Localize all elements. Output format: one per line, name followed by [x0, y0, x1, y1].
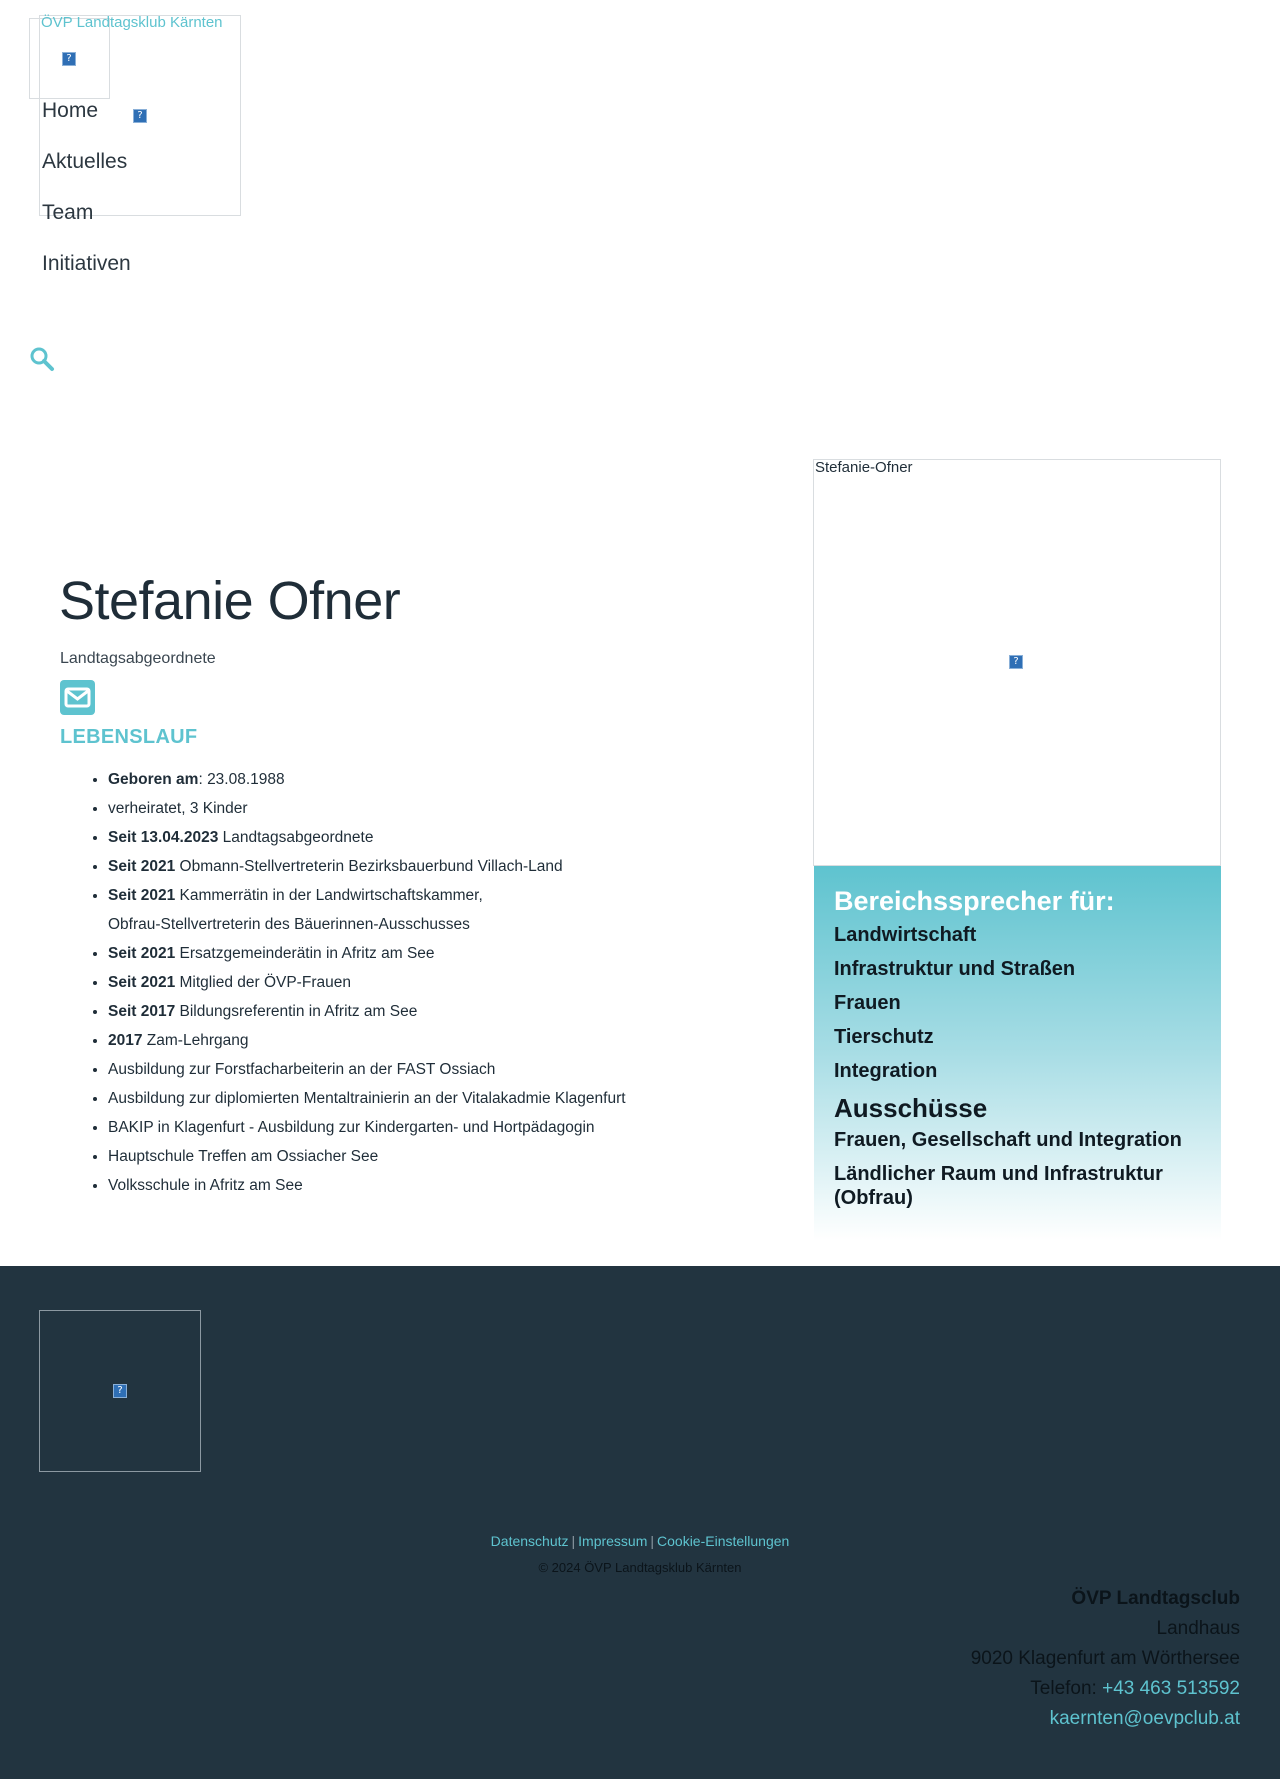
broken-image-icon: ?: [113, 1384, 127, 1398]
cv-item: [108, 823, 758, 852]
nav-item-aktuelles[interactable]: Aktuelles: [42, 150, 128, 173]
cv-item: [108, 1026, 758, 1055]
search-icon[interactable]: [29, 346, 55, 372]
cv-item-text: verheiratet, 3 Kinder: [108, 800, 248, 817]
cv-item-text: Ausbildung zur Forstfacharbeiterin an der FAST Ossiach: [108, 1061, 496, 1078]
email-link[interactable]: kaernten@oevpclub.at: [1049, 1708, 1240, 1729]
cv-item: [108, 997, 758, 1026]
list-item: Ländlicher Raum und Infrastruktur (Obfrau): [834, 1163, 1163, 1209]
cv-item-text: Hauptschule Treffen am Ossiacher See: [108, 1148, 379, 1165]
cv-item-text: Volksschule in Afritz am See: [108, 1177, 303, 1194]
list-item: Integration: [834, 1060, 938, 1082]
cv-item-label: Seit 13.04.2023: [108, 829, 219, 846]
nav-item-initiativen[interactable]: Initiativen: [42, 252, 131, 275]
cv-item: [108, 1142, 758, 1171]
cv-item: [108, 1084, 758, 1113]
list-item: Frauen: [834, 992, 901, 1014]
org-name: ÖVP Landtagsclub: [1071, 1588, 1240, 1609]
cv-item-text: Zam-Lehrgang: [142, 1032, 249, 1049]
copyright: © 2024 ÖVP Landtagsklub Kärnten: [538, 1560, 742, 1575]
main-nav: [42, 98, 131, 302]
cv-list: [88, 765, 758, 1200]
mail-icon[interactable]: [60, 680, 95, 715]
cv-item-text: Landtagsabgeordnete: [218, 829, 374, 846]
portrait-alt-text: Stefanie-Ofner: [815, 459, 913, 476]
cv-item-text: BAKIP in Klagenfurt - Ausbildung zur Kindergarten- und Hortpädagogin: [108, 1119, 595, 1136]
footer-logo-image: [39, 1310, 201, 1472]
cv-item-label: Geboren am: [108, 771, 199, 788]
cv-item-label: Seit 2017: [108, 1003, 176, 1020]
cv-item-text: Ersatzgemeinderätin in Afritz am See: [175, 945, 435, 962]
phone-row: [971, 1674, 1240, 1704]
cv-item: [108, 1113, 758, 1142]
footer-address: [971, 1584, 1240, 1734]
list-item: Tierschutz: [834, 1026, 934, 1048]
cv-item: [108, 968, 758, 997]
broken-image-icon: ?: [133, 109, 147, 123]
responsibilities-panel: [814, 866, 1221, 1241]
phone-label: Telefon:: [1030, 1678, 1103, 1699]
logo-alt-text[interactable]: ÖVP Landtagsklub Kärnten: [41, 14, 223, 31]
cv-item: [108, 765, 758, 794]
cv-item-label: Seit 2021: [108, 974, 176, 991]
role-subtitle: Landtagsabgeordnete: [60, 650, 216, 667]
link-separator: |: [571, 1533, 576, 1549]
cv-item: [108, 1171, 758, 1200]
datenschutz-link[interactable]: Datenschutz: [490, 1533, 569, 1549]
cookie-settings-link[interactable]: Cookie-Einstellungen: [657, 1533, 790, 1549]
spokesperson-list: [834, 923, 1201, 1083]
cv-item: [108, 881, 528, 939]
list-item: Frauen, Gesellschaft und Integration: [834, 1129, 1182, 1151]
cv-item: [108, 794, 758, 823]
cv-item: [108, 852, 758, 881]
cv-item-text: Bildungsreferentin in Afritz am See: [175, 1003, 418, 1020]
committees-heading: Ausschüsse: [834, 1093, 988, 1123]
cv-item: [108, 1055, 758, 1084]
committees-list: [834, 1128, 1201, 1210]
building: Landhaus: [1156, 1618, 1240, 1639]
link-separator: |: [650, 1533, 655, 1549]
nav-item-team[interactable]: Team: [42, 201, 94, 224]
list-item: Infrastruktur und Straßen: [834, 958, 1076, 980]
city: 9020 Klagenfurt am Wörthersee: [970, 1648, 1240, 1669]
footer-links: [0, 1533, 1280, 1549]
cv-item-label: 2017: [108, 1032, 143, 1049]
impressum-link[interactable]: Impressum: [578, 1533, 648, 1549]
phone-link[interactable]: +43 463 513592: [1102, 1678, 1240, 1699]
cv-item-text: Mitglied der ÖVP-Frauen: [175, 974, 351, 991]
spokesperson-heading: Bereichssprecher für:: [834, 886, 1115, 916]
broken-image-icon: ?: [62, 52, 76, 66]
cv-item: [108, 939, 758, 968]
cv-item-label: Seit 2021: [108, 945, 176, 962]
cv-title: LEBENSLAUF: [60, 726, 198, 748]
list-item: Landwirtschaft: [834, 924, 977, 946]
page-title: Stefanie Ofner: [59, 571, 401, 631]
cv-item-text: Kammerrätin in der Landwirtschaftskammer, Obfrau-Stellvertreterin des Bäuerinnen-Ausschusses: [108, 887, 483, 933]
cv-item-text: : 23.08.1988: [198, 771, 285, 788]
nav-item-home[interactable]: Home: [42, 99, 99, 122]
cv-item-text: Ausbildung zur diplomierten Mentaltrainierin an der Vitalakadmie Klagenfurt: [108, 1090, 626, 1107]
cv-item-label: Seit 2021: [108, 887, 176, 904]
portrait-image: [813, 459, 1221, 866]
broken-image-icon: ?: [1009, 655, 1023, 669]
cv-item-text: Obmann-Stellvertreterin Bezirksbauerbund Villach-Land: [175, 858, 563, 875]
cv-item-label: Seit 2021: [108, 858, 176, 875]
